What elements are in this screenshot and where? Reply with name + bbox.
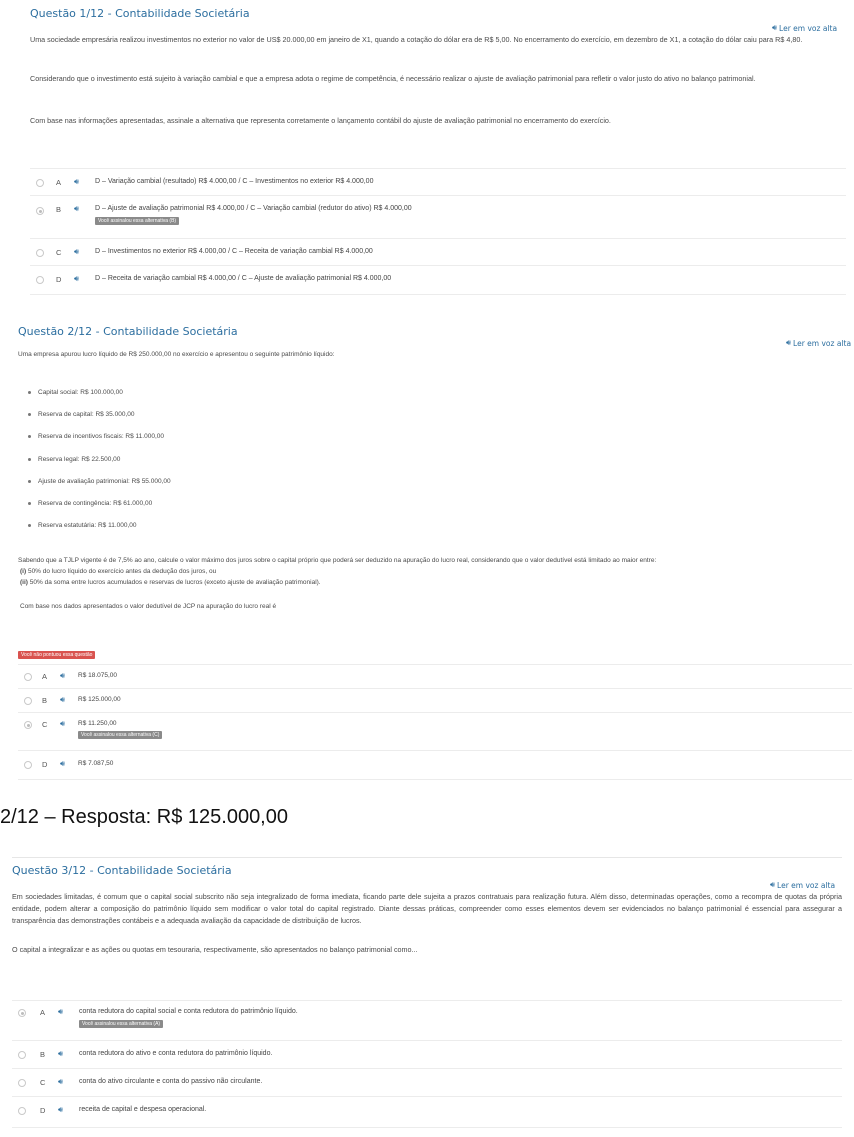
radio-button[interactable] [36,276,44,284]
option-letter: A [42,672,48,681]
q2-option-a[interactable] [18,665,852,689]
option-text: R$ 125.000,00 [78,696,121,703]
question-3-title: Questão 3/12 - Contabilidade Societária [12,864,232,877]
q1-read-aloud-button[interactable] [772,23,837,33]
option-text: conta redutora do ativo e conta redutora do patrimônio líquido. [79,1050,273,1057]
list-item: Reserva de incentivos fiscais: R$ 11.000,00 [28,426,171,448]
q1-option-c[interactable] [30,239,846,266]
q1-paragraph-3: Com base nas informações apresentadas, assinale a alternativa que representa corretamente o lançamento contábil do ajuste de avaliação patrimonial no encerramento do exercício. [30,116,611,125]
list-item: Reserva estatutária: R$ 11.000,00 [28,515,171,537]
speaker-icon: 🔊︎ [786,338,792,347]
selected-badge: Você assinalou essa alternativa (C) [78,731,162,739]
q3-paragraph-1: Em sociedades limitadas, é comum que o capital social subscrito não seja integralizado de forma imediata, ficando parte dele sujeita a prazos contratuais para realização futura. Além disso, determinadas operações, como a recompra de quotas da própria entidade, podem alterar a composição do patrimônio líquido sem modificar o valor total do capital registrado. Diante dessas práticas, compreender como esses elementos devem ser evidenciados no balanço patrimonial é essencial para assegurar a transparência das demonstrações contábeis e a adequada avaliação da capacidade de distribuição de lucros. [12,892,842,925]
radio-button[interactable] [36,249,44,257]
q2-paragraph-2: Com base nos dados apresentados o valor dedutível de JCP na apuração do lucro real é [20,603,277,610]
option-letter: C [40,1078,46,1087]
q2-option-c[interactable] [18,713,852,751]
question-1-title: Questão 1/12 - Contabilidade Societária [30,7,250,20]
divider [12,857,842,858]
radio-button[interactable] [24,721,32,729]
read-aloud-label: Ler em voz alta [779,23,838,33]
option-letter: B [56,205,62,214]
option-letter: B [40,1050,46,1059]
option-letter: C [42,720,48,729]
option-letter: D [56,275,62,284]
option-text: D – Receita de variação cambial R$ 4.000,00 / C – Ajuste de avaliação patrimonial R$ 4.000,00 [95,275,392,282]
q3-paragraph-2: O capital a integralizar e as ações ou quotas em tesouraria, respectivamente, são apresentados no balanço patrimonial como... [12,945,418,954]
speaker-icon[interactable]: 🔊︎ [58,1007,64,1016]
speaker-icon[interactable]: 🔊︎ [74,274,80,283]
list-item: Reserva de capital: R$ 35.000,00 [28,403,171,425]
radio-button[interactable] [24,761,32,769]
radio-button[interactable] [18,1051,26,1059]
list-item: Reserva de contingência: R$ 61.000,00 [28,492,171,514]
q1-option-b[interactable] [30,196,846,239]
q1-option-d[interactable] [30,266,846,295]
speaker-icon[interactable]: 🔊︎ [58,1049,64,1058]
speaker-icon: 🔊︎ [772,23,778,32]
radio-button[interactable] [24,673,32,681]
q2-condition-1: (i) 50% do lucro líquido do exercício antes da dedução dos juros, ou [20,568,217,575]
q2-condition-2: (ii) 50% da soma entre lucros acumulados e reservas de lucros (exceto ajuste de avaliação patrimonial). [20,579,321,586]
question-2-title: Questão 2/12 - Contabilidade Societária [18,325,238,338]
q1-option-a[interactable] [30,169,846,196]
q2-read-aloud-button[interactable] [786,338,851,348]
q3-option-c[interactable] [12,1069,842,1097]
speaker-icon[interactable]: 🔊︎ [60,719,66,728]
q3-option-b[interactable] [12,1041,842,1069]
radio-button[interactable] [18,1079,26,1087]
q1-paragraph-1: Uma sociedade empresária realizou investimentos no exterior no valor de US$ 20.000,00 em janeiro de X1, quando a cotação do dólar era de R$ 5,00. No encerramento do exercício, em dezembro de X1, a cotação do dólar caiu para R$ 4,80. [30,35,803,44]
selected-badge: Você assinalou essa alternativa (B) [95,217,179,225]
list-item: Reserva legal: R$ 22.500,00 [28,448,171,470]
list-item: Capital social: R$ 100.000,00 [28,381,171,403]
q2-option-d[interactable] [18,751,852,780]
speaker-icon[interactable]: 🔊︎ [60,671,66,680]
q1-paragraph-2: Considerando que o investimento está sujeito à variação cambial e que a empresa adota o regime de competência, é necessário realizar o ajuste de avaliação patrimonial para refletir o valor justo do ativo no balanço patrimonial. [30,74,756,83]
q2-paragraph-1: Sabendo que a TJLP vigente é de 7,5% ao ano, calcule o valor máximo dos juros sobre o capital próprio que poderá ser deduzido na apuração do lucro real, considerando que o valor dedutível está limitado ao maior entre: [18,557,657,564]
speaker-icon[interactable]: 🔊︎ [58,1105,64,1114]
speaker-icon[interactable]: 🔊︎ [74,247,80,256]
option-text: conta do ativo circulante e conta do passivo não circulante. [79,1078,263,1085]
option-text: D – Ajuste de avaliação patrimonial R$ 4.000,00 / C – Variação cambial (redutor do ativo) R$ 4.000,00 [95,205,412,212]
not-scored-badge: Você não pontuou essa questão [18,651,95,659]
q2-intro: Uma empresa apurou lucro líquido de R$ 250.000,00 no exercício e apresentou o seguinte patrimônio líquido: [18,351,335,358]
option-letter: D [40,1106,46,1115]
option-letter: A [56,178,62,187]
option-letter: A [40,1008,46,1017]
speaker-icon[interactable]: 🔊︎ [58,1077,64,1086]
list-item: Ajuste de avaliação patrimonial: R$ 55.000,00 [28,470,171,492]
selected-badge: Você assinalou essa alternativa (A) [79,1020,163,1028]
q2-equity-list [28,381,171,537]
q1-options [30,168,846,295]
speaker-icon[interactable]: 🔊︎ [74,204,80,213]
q3-option-d[interactable] [12,1097,842,1128]
option-text: R$ 7.087,50 [78,760,114,767]
speaker-icon: 🔊︎ [770,880,776,889]
radio-button[interactable] [36,207,44,215]
option-letter: C [56,248,62,257]
radio-button[interactable] [18,1107,26,1115]
option-letter: D [42,760,48,769]
q3-options [12,1000,842,1128]
read-aloud-label: Ler em voz alta [777,880,836,890]
option-text: receita de capital e despesa operacional. [79,1106,207,1113]
radio-button[interactable] [18,1009,26,1017]
speaker-icon[interactable]: 🔊︎ [74,177,80,186]
q2-option-b[interactable] [18,689,852,713]
radio-button[interactable] [24,697,32,705]
q3-option-a[interactable] [12,1001,842,1041]
option-text: D – Variação cambial (resultado) R$ 4.000,00 / C – Investimentos no exterior R$ 4.000,00 [95,178,374,185]
option-text: conta redutora do capital social e conta redutora do patrimônio líquido. [79,1008,298,1015]
option-text: R$ 18.075,00 [78,672,118,679]
speaker-icon[interactable]: 🔊︎ [60,695,66,704]
read-aloud-label: Ler em voz alta [793,338,852,348]
answer-note: 2/12 – Resposta: R$ 125.000,00 [0,806,288,828]
radio-button[interactable] [36,179,44,187]
q3-read-aloud-button[interactable] [770,880,835,890]
option-text: R$ 11.250,00 [78,720,117,727]
option-letter: B [42,696,48,705]
q2-options [18,664,852,780]
option-text: D – Investimentos no exterior R$ 4.000,00 / C – Receita de variação cambial R$ 4.000,00 [95,248,373,255]
speaker-icon[interactable]: 🔊︎ [60,759,66,768]
